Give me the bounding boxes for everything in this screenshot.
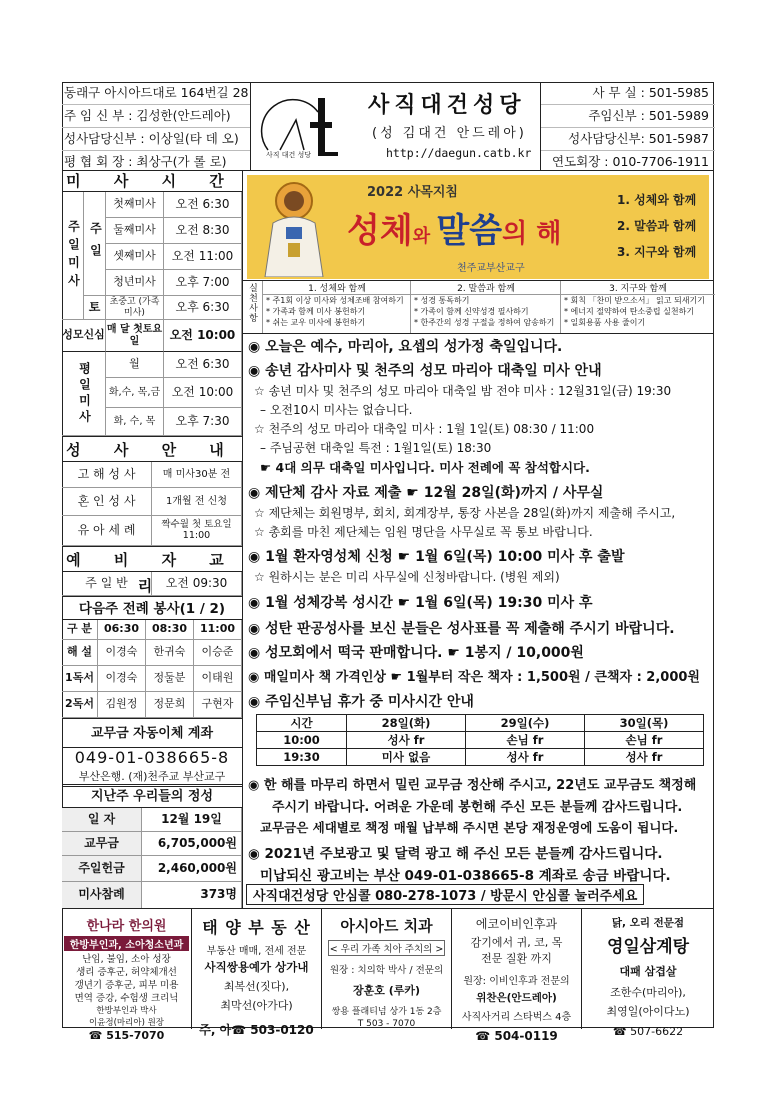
- saturday-label: 토: [84, 296, 106, 320]
- pastoral-banner: [247, 175, 709, 279]
- sacrament-title: 성 사 안 내: [62, 436, 242, 462]
- banner-year: 2022 사목지침: [367, 185, 458, 200]
- vacation-cell: 10:00: [257, 732, 347, 749]
- first-saturday-name: 매 달 첫토요일: [106, 320, 164, 352]
- mass-time: 오전 11:00: [164, 244, 242, 270]
- service-person: 정문희: [146, 692, 194, 718]
- ad-line: 난임, 불임, 소아 성장: [82, 954, 171, 965]
- offering-value: 373명: [142, 882, 242, 908]
- sacrament-info: 짝수월 첫 토요일 11:00: [152, 516, 242, 546]
- safe-call-notice: 사직대건성당 안심콜 080-278-1073 / 방문시 안심콜 눌러주세요: [246, 884, 644, 905]
- pastor: 주 임 신 부 : 김성한(안드레아): [62, 105, 250, 128]
- notice-confession: ◉ 성탄 판공성사를 보신 분들은 성사표를 꼭 제출해 주시기 바랍니다.: [248, 621, 675, 637]
- vacation-cell: 미사 없음: [346, 749, 465, 766]
- council-president: 평 협 회 장 : 최상구(가 롤 로): [64, 154, 227, 169]
- practice-col-title: 2. 말씀과 함께: [411, 281, 561, 295]
- ad-subtitle: 닭, 오리 전문점: [611, 917, 685, 929]
- ad-title: 에코이비인후과: [475, 917, 558, 931]
- practice-item: * 성경 통독하기: [414, 296, 470, 305]
- sunday-sub-label: 주일: [84, 192, 106, 296]
- ad-hanara-clinic: [62, 909, 192, 1042]
- mass-name: 셋째미사: [106, 244, 164, 270]
- weekday-name: 화, 수, 목: [106, 408, 164, 436]
- ad-line: 위찬은(안드레아): [476, 992, 557, 1004]
- offering-date: 12월 19일: [142, 808, 242, 832]
- service-role: 1독서: [62, 666, 98, 692]
- ad-line: 원장 : 치의학 박사 / 전문의: [329, 965, 444, 976]
- ad-title: 한나라 한의원: [86, 919, 167, 934]
- service-header: 11:00: [194, 620, 242, 640]
- vacation-cell: 19:30: [257, 749, 347, 766]
- notice-ads-payment: 미납되신 광고비는 부산 049-01-038665-8 계좌로 송금 바랍니다.: [260, 868, 671, 884]
- practice-item: * 일회용품 사용 줄이기: [564, 318, 646, 327]
- saturday-mass-time: 오후 6:30: [164, 296, 242, 320]
- notice-audit: ◉ 제단체 감사 자료 제출 ☛ 12월 28일(화)까지 / 사무실: [248, 485, 604, 501]
- parish-subtitle: (성 김대건 안드레아): [372, 126, 527, 141]
- weekday-time: 오후 7:30: [164, 408, 242, 436]
- mass-name: 둘째미사: [106, 218, 164, 244]
- vacation-cell: 성사 fr: [465, 749, 584, 766]
- service-person: 이태원: [194, 666, 242, 692]
- phone-pastor: 주임신부 : 501-5989: [541, 105, 715, 128]
- practice-col-3: [560, 281, 715, 333]
- banner-word-word: 말씀: [436, 211, 503, 251]
- service-person: 한귀숙: [146, 640, 194, 666]
- vacation-header: 29일(수): [465, 715, 584, 732]
- practice-item: * 한주간의 성경 구절을 정하여 암송하기: [414, 318, 555, 327]
- practice-item: * 쉬는 교우 미사에 봉헌하기: [266, 318, 366, 327]
- banner-word-year: 의 해: [502, 219, 562, 249]
- notice-vacation: ◉ 주임신부님 휴가 중 미사시간 안내: [248, 694, 474, 710]
- service-person: 이경숙: [98, 666, 146, 692]
- notice-holy-family: ◉ 오늘은 예수, 마리아, 요셉의 성가정 축일입니다.: [248, 339, 563, 355]
- notice-detail: ☆ 송년 미사 및 천주의 성모 마리아 대축일 밤 전야 미사 : 12월31일(금) 19:30: [254, 384, 672, 398]
- associate-priest: 성사담당신부 : 이상일(타 데 오): [62, 128, 250, 151]
- ad-line: 최영일(아이다노): [606, 1005, 690, 1018]
- service-person: 김원정: [98, 692, 146, 718]
- weekday-name: 화,수, 목,금: [106, 378, 164, 408]
- ad-line: 전문 질환 까지: [481, 952, 552, 965]
- vacation-cell: 손님 fr: [465, 732, 584, 749]
- notice-detail: ☆ 제단체는 회원명부, 회치, 회계장부, 통장 사본을 28일(화)까지 제출해 주시고,: [254, 506, 676, 520]
- mass-time: 오후 7:00: [164, 270, 242, 296]
- notice-dues-2: 주시기 바랍니다. 어려운 가운데 봉헌해 주신 모든 분들께 감사드립니다.: [272, 800, 683, 815]
- ad-line: 사직사거리 스타벅스 4층: [461, 1012, 572, 1023]
- header-title-block: [250, 82, 540, 170]
- practice-guide: [242, 280, 714, 334]
- notice-dues: ◉ 한 해를 마무리 하면서 밀린 교무금 정산해 주시고, 22년도 교무금도 책정해: [248, 778, 697, 793]
- vacation-cell: 손님 fr: [584, 732, 703, 749]
- ad-phone: ☎ 515-7070: [88, 1029, 165, 1042]
- banner-headline: [347, 203, 561, 252]
- logo-text: 사직 대건 성당: [266, 151, 312, 159]
- mass-title: 미 사 시 간: [62, 170, 242, 192]
- practice-item: * 에너지 절약하여 탄소중립 실천하기: [564, 307, 695, 316]
- ad-line: 대패 삼겹살: [619, 965, 677, 978]
- notice-ads-thanks: ◉ 2021년 주보광고 및 달력 광고 해 주신 모든 분들께 감사드립니다.: [248, 846, 663, 862]
- ad-line: 한방부인과 박사: [96, 1006, 157, 1016]
- weekday-name: 월: [106, 352, 164, 378]
- notice-sick-communion: ◉ 1월 환자영성체 신청 ☛ 1월 6일(목) 10:00 미사 후 출발: [248, 549, 625, 565]
- ad-line: 원장: 이비인후과 전문의: [463, 976, 570, 987]
- practice-col-title: 3. 지구와 함께: [561, 281, 715, 295]
- first-saturday-time: 오전 10:00: [164, 320, 242, 352]
- donation-title: 교무금 자동이체 계좌: [62, 718, 242, 748]
- weekday-mass-label: 평일미사: [62, 352, 106, 436]
- ad-subtitle: 부동산 매매, 전세 전문: [206, 946, 307, 957]
- notice-detail: – 오전10시 미사는 없습니다.: [260, 403, 413, 417]
- ad-line: 조한수(마리아),: [610, 986, 686, 999]
- vacation-cell: 성사 fr: [584, 749, 703, 766]
- ad-subtitle: 감기에서 귀, 코, 목: [470, 936, 563, 949]
- ad-phone: ☎ 504-0119: [475, 1029, 558, 1043]
- ad-line: 장훈호 (루카): [352, 984, 420, 997]
- sacrament-info: 1개월 전 신청: [152, 488, 242, 516]
- vacation-header: 28일(화): [346, 715, 465, 732]
- ad-line: 갱년기 증후군, 피부 미용: [74, 980, 179, 991]
- weekday-time: 오전 10:00: [164, 378, 242, 408]
- parish-logo: [258, 92, 338, 162]
- practice-col-title: 1. 성체와 함께: [263, 281, 411, 295]
- banner-item: 2. 말씀과 함께: [617, 219, 697, 233]
- mass-time: 오전 8:30: [164, 218, 242, 244]
- offering-value: 6,705,000원: [142, 832, 242, 856]
- banner-item: 3. 지구와 함께: [617, 245, 697, 259]
- ad-title: 태 양 부 동 산: [202, 918, 311, 937]
- sacrament-info: 매 미사30분 전: [152, 462, 242, 488]
- saturday-mass-name: 초중고 (가족미사): [106, 296, 164, 320]
- offering-name: 교무금: [62, 832, 142, 856]
- notice-detail: ☆ 총회를 마친 제단체는 임원 명단을 사무실로 꼭 통보 바랍니다.: [254, 525, 593, 539]
- sacrament-name: 혼 인 성 사: [62, 488, 152, 516]
- donation-bank: 부산은행. (재)천주교 부산교구: [62, 768, 242, 787]
- parish-url[interactable]: http://daegun.catb.kr: [386, 146, 532, 160]
- first-saturday-label: 성모신심: [62, 320, 106, 352]
- catechism-name: 주 일 반: [62, 572, 152, 596]
- ad-line: 쌍용 플래티넘 상가 1동 2층: [331, 1007, 442, 1017]
- notice-missal-price: ◉ 매일미사 책 가격인상 ☛ 1월부터 작은 책자 : 1,500원 / 큰책자 : 2,000원: [248, 670, 700, 685]
- service-title: 다음주 전례 봉사(1 / 2): [62, 596, 242, 620]
- service-person: 이경숙: [98, 640, 146, 666]
- offering-date-label: 일 자: [62, 808, 142, 832]
- practice-item: * 회칙 「찬미 받으소서」 읽고 되새기기: [564, 296, 705, 305]
- phone-office: 사 무 실 : 501-5985: [541, 82, 715, 105]
- left-column: [62, 170, 243, 908]
- mass-time: 오전 6:30: [164, 192, 242, 218]
- weekday-time: 오전 6:30: [164, 352, 242, 378]
- ad-eco-ent: [452, 909, 582, 1043]
- ad-line: 생리 증후군, 허약체개선: [76, 967, 177, 978]
- banner-items: [617, 187, 696, 265]
- ad-title: 아시아드 치과: [340, 917, 433, 935]
- ad-taeyang-realty: [192, 909, 322, 1037]
- jesus-figure-icon: [255, 179, 333, 277]
- practice-item: * 가족과 함께 미사 봉헌하기: [266, 307, 366, 316]
- mass-name: 첫째미사: [106, 192, 164, 218]
- service-header: 구 분: [62, 620, 98, 640]
- ad-title: 영일삼계탕: [606, 937, 690, 957]
- catechism-title: 예 비 자 교 리: [62, 546, 242, 572]
- offering-value: 2,460,000원: [142, 856, 242, 882]
- header-info: [62, 82, 251, 170]
- notice-detail: ☆ 천주의 성모 마리아 대축일 미사 : 1월 1일(토) 08:30 / 11:00: [254, 422, 595, 436]
- ads-row: [62, 908, 714, 1043]
- notice-detail: – 주님공현 대축일 특전 : 1월1일(토) 18:30: [260, 441, 492, 455]
- mass-name: 청년미사: [106, 270, 164, 296]
- service-role: 해 설: [62, 640, 98, 666]
- notice-dues-3: 교무금은 세대별로 책정 매월 납부해 주시면 본당 재정운영에 도움이 됩니다.: [260, 820, 679, 835]
- banner-org: 천주교부산교구: [457, 263, 525, 274]
- vacation-table: [256, 714, 704, 766]
- phone-council: 연도회장 : 010-7706-1911: [552, 154, 709, 169]
- notice-holy-hour: ◉ 1월 성체강복 성시간 ☛ 1월 6일(목) 19:30 미사 후: [248, 595, 593, 611]
- ad-subtitle: 한방부인과, 소아청소년과: [64, 936, 189, 951]
- service-person: 구현자: [194, 692, 242, 718]
- ad-asiad-dental: [322, 909, 452, 1029]
- phone-associate: 성사담당신부: 501-5987: [541, 128, 715, 151]
- vacation-header: 시간: [257, 715, 347, 732]
- practice-item: * 주1회 이상 미사와 성체조배 참여하기: [266, 296, 404, 305]
- notice-new-year-mass: ◉ 송년 감사미사 및 천주의 성모 마리아 대축일 미사 안내: [248, 363, 602, 379]
- banner-item: 1. 성체와 함께: [617, 193, 697, 207]
- offering-name: 주일헌금: [62, 856, 142, 882]
- donation-account: 049-01-038665-8: [74, 748, 230, 767]
- header-phones: [540, 82, 715, 170]
- ad-line: T 503 - 7070: [357, 1019, 416, 1029]
- notice-detail: ☛ 4대 의무 대축일 미사입니다. 미사 전례에 꼭 참석합시다.: [260, 460, 590, 475]
- ad-line: 사직쌍용예가 상가내: [204, 960, 309, 974]
- notice-rice-cake: ◉ 성모회에서 떡국 판매합니다. ☛ 1봉지 / 10,000원: [248, 645, 584, 661]
- vacation-cell: 성사 fr: [346, 732, 465, 749]
- service-header: 08:30: [146, 620, 194, 640]
- offering-title: 지난주 우리들의 정성: [62, 784, 242, 808]
- main-column: [242, 170, 714, 908]
- service-role: 2독서: [62, 692, 98, 718]
- service-person: 정둘분: [146, 666, 194, 692]
- offering-name: 미사참례: [62, 882, 142, 908]
- ad-line: 최복선(짓다),: [223, 980, 290, 993]
- vacation-header: 30일(목): [584, 715, 703, 732]
- ad-phone: ☎ 507-6622: [612, 1025, 684, 1038]
- address: 동래구 아시아드대로 164번길 28: [62, 82, 250, 105]
- ad-line: 이윤정(마리아) 원장: [88, 1018, 165, 1028]
- sacrament-name: 고 해 성 사: [62, 462, 152, 488]
- service-header: 06:30: [98, 620, 146, 640]
- banner-word-and: 와: [412, 226, 437, 247]
- ad-line: 최막선(아가다): [220, 999, 293, 1012]
- parish-name: 사직대건성당: [368, 92, 526, 118]
- ad-phone: 주, 아☎ 503-0120: [199, 1023, 314, 1037]
- ad-youngil-samgyetang: [582, 909, 714, 1038]
- ad-subtitle: < 우리 가족 치아 주치의 >: [328, 940, 445, 956]
- practice-item: * 가족이 함께 신약성경 필사하기: [414, 307, 529, 316]
- notice-detail: ☆ 원하시는 분은 미리 사무실에 신청바랍니다. (병원 제외): [254, 570, 560, 584]
- ad-line: 면역 증강, 수험생 크리닉: [74, 993, 179, 1004]
- practice-col-1: [262, 281, 411, 333]
- catechism-time: 오전 09:30: [152, 572, 242, 596]
- practice-col-2: [410, 281, 561, 333]
- service-person: 이승준: [194, 640, 242, 666]
- sacrament-name: 유 아 세 례: [62, 516, 152, 546]
- practice-label: 실천사항: [247, 283, 257, 323]
- sunday-mass-label: 주일미사: [62, 192, 84, 320]
- banner-word-eucharist: 성체: [347, 211, 413, 251]
